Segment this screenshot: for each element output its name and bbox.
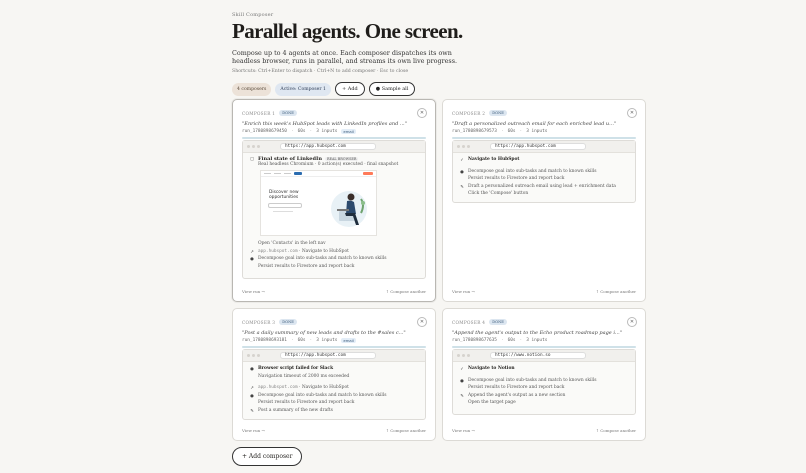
composer-label: COMPOSER 4 (452, 319, 486, 325)
link-icon: ↗ (250, 385, 254, 391)
composer-label: COMPOSER 1 (242, 110, 276, 116)
step-item: ● Decompose goal into sub-tasks and match to known skills (250, 392, 387, 398)
step-item: Persist results to Firestore and report back (468, 176, 565, 182)
step-item: Click the 'Compose' button (468, 191, 529, 197)
url-bar: https://app.hubspot.com (280, 143, 376, 150)
step-item: Persist results to Firestore and report back (258, 400, 355, 406)
status-badge: DONE (279, 110, 297, 116)
step-item: ✓ Navigate to HubSpot (460, 157, 520, 162)
progress-bar (452, 137, 636, 139)
dot-icon: ● (250, 256, 254, 262)
runtime: 60s (507, 129, 516, 134)
dot-icon: ● (250, 366, 254, 371)
composer-card-1[interactable] (232, 99, 436, 302)
step-item: ↗ app.hubspot.com · Navigate to HubSpot (250, 385, 349, 391)
run-meta: run_1780898693181 · 60s · 3 inputs email (242, 338, 354, 343)
step-item: ● Decompose goal into sub-tasks and match to known skills (460, 168, 597, 174)
step-item: ↗ app.hubspot.com · Navigate to HubSpot (250, 248, 349, 254)
run-id: run_1780898677635 (452, 338, 497, 343)
real-browser-badge: REAL BROWSER (326, 157, 357, 161)
view-run-link[interactable]: View run → (242, 289, 265, 294)
composer-prompt: "Draft a personalized outreach email for each enriched lead u..." (452, 121, 617, 127)
progress-bar (242, 137, 426, 139)
input-chip: email (343, 338, 354, 343)
final-state-title: Final state of LinkedIn (258, 156, 322, 162)
frame-icon: ▢ (250, 156, 254, 161)
run-meta: run_1780898679450 · 60s · 3 inputs email (242, 129, 354, 134)
input-chip: email (343, 129, 354, 134)
runtime: 60s (297, 129, 306, 134)
pencil-icon: ✎ (460, 392, 464, 398)
run-id: run_1780898693181 (242, 338, 287, 343)
view-run-link[interactable]: View run → (452, 289, 475, 294)
sample-all-button[interactable]: ● Sample all (369, 82, 416, 96)
step-item: ● Decompose goal into sub-tasks and match to known skills (460, 377, 597, 383)
close-icon[interactable]: ✕ (627, 317, 637, 327)
browser-preview (452, 140, 636, 203)
step-item: Navigation timeout of 2000 ms exceeded (258, 373, 350, 379)
run-id: run_1780898679450 (242, 129, 287, 134)
browser-preview (452, 349, 636, 415)
dot-icon: ● (250, 392, 254, 398)
compose-another-link[interactable]: ↑ Compose another (595, 428, 636, 433)
url-bar: https://www.notion.so (490, 352, 586, 359)
pencil-icon: ✎ (250, 407, 254, 413)
view-run-link[interactable]: View run → (242, 428, 265, 433)
inputs-count: 3 inputs (526, 338, 548, 343)
composer-card-2[interactable] (442, 99, 646, 302)
run-id: run_1780898679573 (452, 129, 497, 134)
url-bar: https://app.hubspot.com (280, 352, 376, 359)
runtime: 60s (507, 338, 516, 343)
runtime: 60s (297, 338, 306, 343)
shortcuts-hint: Shortcuts: Ctrl+Enter to dispatch · Ctrl+N to add composer · Esc to close (232, 69, 409, 74)
step-item: ✓ Navigate to Notion (460, 366, 515, 371)
step-item: ✎ Post a summary of the new drafts (250, 407, 333, 413)
compose-another-link[interactable]: ↑ Compose another (385, 289, 426, 294)
step-item: Persist results to Firestore and report back (468, 385, 565, 391)
add-button[interactable]: + Add (335, 82, 365, 96)
inputs-count: 3 inputs (526, 129, 548, 134)
close-icon[interactable]: ✕ (417, 108, 427, 118)
dot-icon: ● (460, 377, 464, 383)
step-item: ✎ Append the agent's output as a new section (460, 392, 566, 398)
browser-preview (242, 349, 426, 420)
browser-screenshot (260, 170, 377, 236)
composer-card-4[interactable] (442, 308, 646, 441)
run-meta: run_1780898677635 · 60s · 3 inputs (452, 338, 548, 343)
compose-another-link[interactable]: ↑ Compose another (385, 428, 426, 433)
browser-preview (242, 140, 426, 279)
illustration-person (325, 185, 373, 233)
active-composer-chip[interactable]: Active: Composer 1 (275, 83, 331, 96)
url-bar: https://app.hubspot.com (490, 143, 586, 150)
composer-prompt: "Append the agent's output to the Echo product roadmap page i..." (452, 330, 622, 336)
page-title: Parallel agents. One screen. (232, 19, 463, 43)
composer-chips (232, 82, 415, 96)
final-state-desc: Real headless Chromium · 0 action(s) executed · final snapshot (258, 162, 399, 167)
view-run-link[interactable]: View run → (452, 428, 475, 433)
composer-prompt: "Enrich this week's HubSpot leads with LinkedIn profiles and ..." (242, 121, 407, 127)
pencil-icon: ✎ (460, 183, 464, 189)
composer-card-3[interactable] (232, 308, 436, 441)
step-error: ● Browser script failed for Slack (250, 366, 334, 371)
progress-bar (452, 346, 636, 348)
link-icon: ↗ (250, 248, 254, 254)
page-subtitle: Compose up to 4 agents at once. Each composer dispatches its own headless browser, runs in parallel, and streams its own live progress. (232, 49, 458, 66)
composer-prompt: "Post a daily summary of new leads and drafts to the #sales c..." (242, 330, 406, 336)
compose-another-link[interactable]: ↑ Compose another (595, 289, 636, 294)
status-badge: DONE (489, 110, 507, 116)
composer-count-badge: 4 composers (232, 83, 271, 96)
inputs-count: 3 inputs (316, 338, 338, 343)
eyebrow-label: Skill Composer (232, 12, 274, 18)
check-icon: ✓ (460, 157, 464, 162)
step-item: Persist results to Firestore and report back (258, 263, 355, 269)
step-item: Open the target page (468, 400, 516, 406)
progress-bar (242, 346, 426, 348)
close-icon[interactable]: ✕ (627, 108, 637, 118)
check-icon: ✓ (460, 366, 464, 371)
screenshot-heading: Discover new opportunities (269, 190, 299, 200)
final-state-block (243, 153, 425, 167)
run-meta: run_1780898679573 · 60s · 3 inputs (452, 129, 548, 134)
step-item: ● Decompose goal into sub-tasks and match to known skills (250, 256, 387, 262)
status-badge: DONE (489, 319, 507, 325)
close-icon[interactable]: ✕ (417, 317, 427, 327)
step-item: ✎ Draft a personalized outreach email using lead + enrichment data (460, 183, 616, 189)
composer-label: COMPOSER 2 (452, 110, 486, 116)
dot-icon: ● (460, 168, 464, 174)
step-item: Open 'Contacts' in the left nav (258, 241, 326, 246)
inputs-count: 3 inputs (316, 129, 338, 134)
composer-label: COMPOSER 3 (242, 319, 276, 325)
status-badge: DONE (279, 319, 297, 325)
add-composer-button[interactable]: + Add composer (232, 447, 302, 466)
